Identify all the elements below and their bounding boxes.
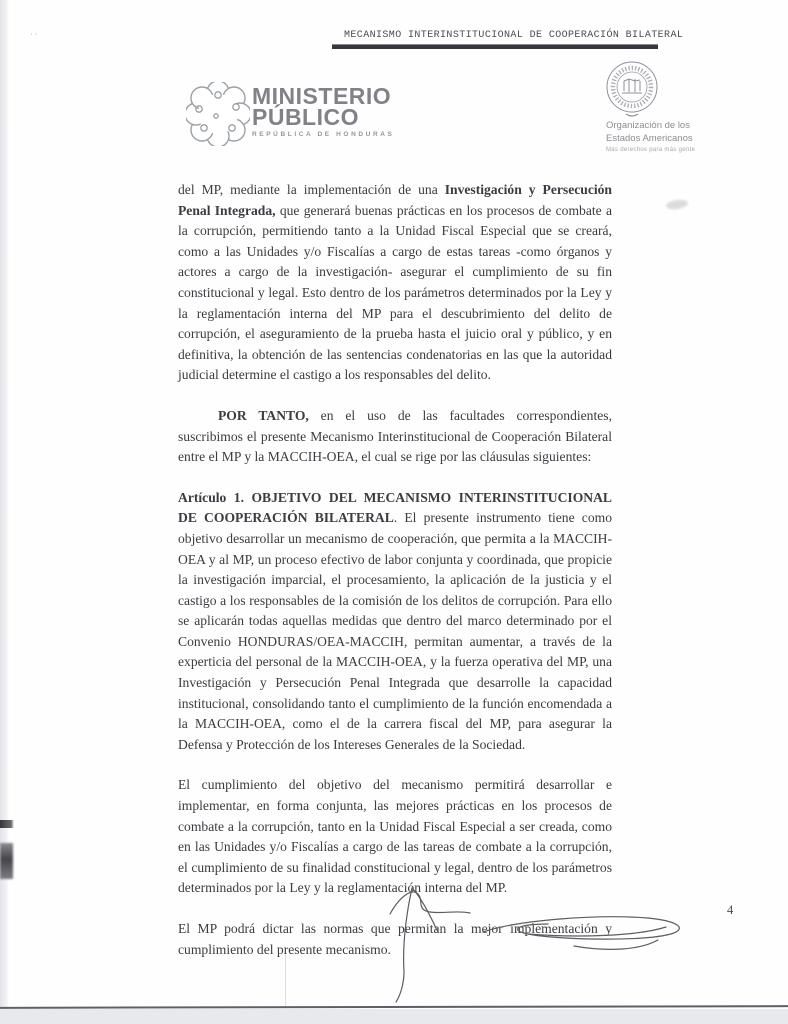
scan-artifact-blob <box>0 843 13 879</box>
header-rule <box>332 44 658 49</box>
document-body <box>178 180 612 980</box>
scan-artifact-bar <box>0 820 14 828</box>
page-number: 4 <box>727 903 734 917</box>
oea-seal-icon <box>604 60 660 120</box>
oea-logo <box>598 60 768 160</box>
mp-logo-subtitle: REPÚBLICA DE HONDURAS <box>252 131 395 138</box>
paragraph: Artículo 1. OBJETIVO DEL MECANISMO INTERINSTITUCIONAL DE COOPERACIÓN BILATERAL. El presente instrumento tiene como objetivo desarrollar un mecanismo de cooperación, que permita a la MACCIH-OEA y al MP, un proceso efectivo de labor conjunta y coordinada, que propicie la investigación imparcial, el procesamiento, la aplicación de la justicia y el castigo a los responsables de la comisión de los delitos de corrupción. Para ello se aplicarán todas aquellas medidas que dentro del marco determinado por el Convenio HONDURAS/OEA-MACCIH, permitan aumentar, a través de la experticia del personal de la MACCIH-OEA, y la fuerza operativa del MP, una Investigación y Persecución Penal Integrada que desarrolle la capacidad institucional, consolidando tanto el cumplimiento de la función encomendada a la MACCIH-OEA, como el de la carrera fiscal del MP, para asegurar la Defensa y Protección de los Intereses Generales de la Sociedad. <box>178 489 612 752</box>
oea-org-name <box>606 120 693 145</box>
running-header-title: MECANISMO INTERINSTITUCIONAL DE COOPERACIÓN BILATERAL <box>344 30 684 41</box>
mp-logo-line2: PÚBLICO <box>252 104 359 130</box>
oea-org-line2: Estados Americanos <box>606 132 693 144</box>
paragraph: El MP podrá dictar las normas que permitan la mejor implementación y cumplimiento del presente mecanismo. <box>178 921 612 957</box>
oea-tagline: Más derechos para más gente <box>606 147 696 153</box>
mp-seal-icon <box>186 82 250 146</box>
paragraph: El cumplimiento del objetivo del mecanismo permitirá desarrollar e implementar, en forma conjunta, las mejores prácticas en los procesos de combate a la corrupción, tanto en la Unidad Fiscal Especial a ser creada, como en las Unidades y/o Fiscalías a cargo de las tareas de combate a la corrupción, el cumplimiento de su finalidad constitucional y legal, dentro de los parámetros determinados por la Ley y la reglamentación interna del MP. <box>178 777 612 896</box>
scan-smudge <box>665 199 688 211</box>
signature-icon <box>378 880 708 1010</box>
mp-logo-line1: MINISTERIO <box>252 83 392 109</box>
oea-org-line1: Organización de los <box>606 120 690 131</box>
paragraph: del MP, mediante la implementación de una Investigación y Persecución Penal Integrada, que generará buenas prácticas en los procesos de combate a la corrupción, permitiendo tanto a la Unidad Fiscal Especial que se creará, como a las Unidades y/o Fiscalías a cargo de estas tareas -como órganos y actores a cargo de la investigación- asegurar el cumplimiento de su fin constitucional y legal. Esto dentro de los parámetros determinados por la Ley y la reglamentación interna del MP para el descubrimiento del delito de corrupción, el aseguramiento de la prueba hasta el juicio oral y público, y en definitiva, la obtención de las sentencias condenatorias en las que la autoridad judicial determine el castigo a los responsables del delito. <box>178 182 612 383</box>
ministerio-publico-logo <box>186 80 486 150</box>
scan-edge-bottom <box>0 1009 788 1024</box>
paragraph: POR TANTO, en el uso de las facultades correspondientes, suscribimos el presente Mecanismo Interinstitucional de Cooperación Bilateral entre el MP y la MACCIH-OEA, el cual se rige por las cláusulas siguientes: <box>178 407 612 465</box>
pencil-marks: · · <box>30 30 38 39</box>
